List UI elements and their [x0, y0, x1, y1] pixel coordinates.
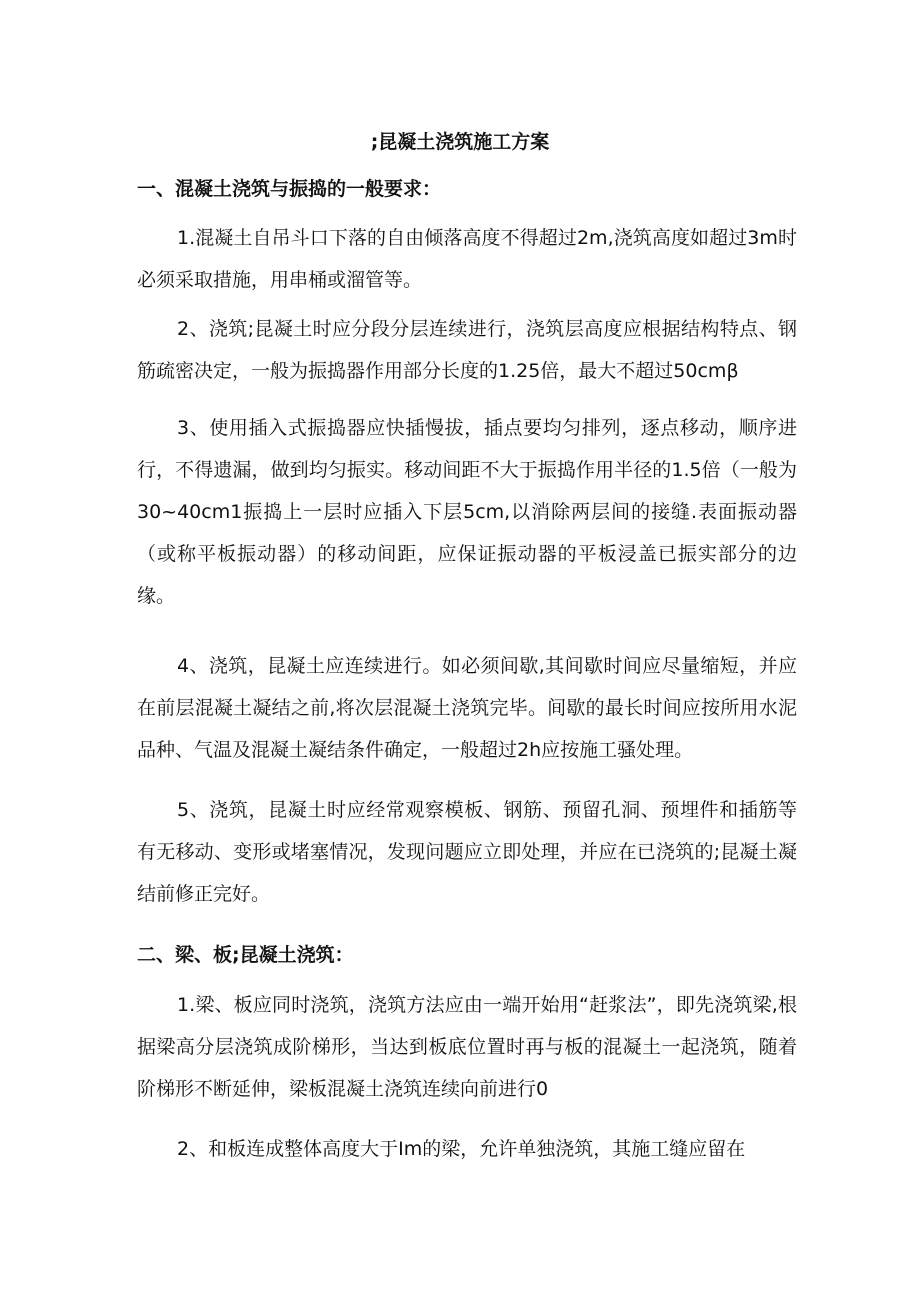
paragraph-2-1: 1.梁、板应同时浇筑，浇筑方法应由一端开始用“赶浆法”，即先浇筑梁,根据梁高分层浇筑成阶梯形，当达到板底位置时再与板的混凝土一起浇筑，随着阶梯形不断延伸，梁板混凝土浇筑连续向前进行0 [137, 994, 797, 1100]
paragraph-1-1: 1.混凝土自吊斗口下落的自由倾落高度不得超过2m,浇筑高度如超过3m时必须采取措施，用串桶或溜管等。 [137, 227, 797, 291]
paragraph-1-5: 5、浇筑，昆凝土时应经常观察模板、钢筋、预留孔洞、预埋件和插筋等有无移动、变形或堵塞情况，发现问题应立即处理，并应在已浇筑的;昆凝土凝结前修正完好。 [137, 799, 797, 905]
paragraph-1-3: 3、使用插入式振捣器应快插慢拔，插点要均匀排列，逐点移动，顺序进行，不得遗漏，做到均匀振实。移动间距不大于振捣作用半径的1.5倍（一般为30~40cm1振捣上一层时应插入下层5cm,以消除两层间的接缝.表面振动器（或称平板振动器）的移动间距，应保证振动器的平板浸盖已振实部分的边缘。 [137, 417, 797, 607]
paragraph-2-2: 2、和板连成整体高度大于Im的梁，允许单独浇筑，其施工缝应留在 [177, 1138, 746, 1160]
section-heading-1: 一、混凝土浇筑与振捣的一般要求： [137, 178, 442, 200]
section-heading-2: 二、梁、板;昆凝土浇筑： [137, 944, 354, 966]
paragraph-1-2: 2、浇筑;昆凝土时应分段分层连续进行，浇筑层高度应根据结构特点、钢筋疏密决定，一般为振捣器作用部分长度的1.25倍，最大不超过50cmβ [137, 318, 797, 382]
paragraph-1-4: 4、浇筑，昆凝土应连续进行。如必须间歇,其间歇时间应尽量缩短，并应在前层混凝土凝结之前,将次层混凝土浇筑完毕。间歇的最长时间应按所用水泥品种、气温及混凝土凝结条件确定，一般超过2h应按施工骚处理。 [137, 655, 797, 761]
document-title: ;昆凝土浇筑施工方案 [370, 131, 550, 153]
